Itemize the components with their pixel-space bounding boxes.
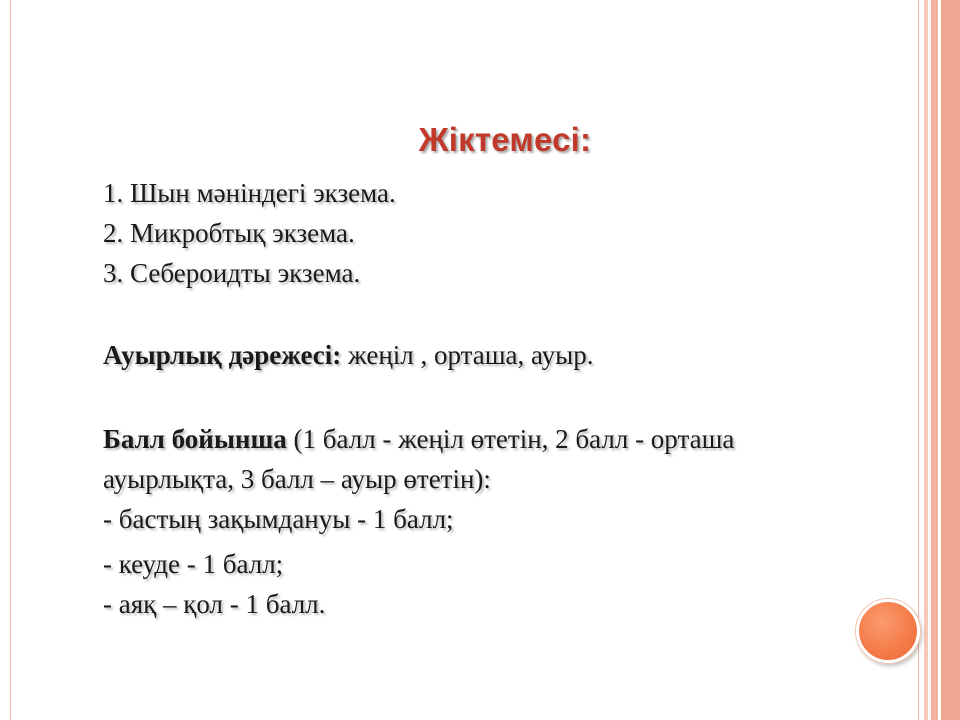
score-items <box>103 544 903 624</box>
score-label: Балл бойынша <box>103 424 287 454</box>
severity-paragraph <box>103 335 903 375</box>
score-item: - бастың зақымдануы - 1 балл; <box>103 504 454 534</box>
list-item: 2. Микробтық экзема. <box>103 218 355 248</box>
left-frame-line <box>10 0 11 720</box>
score-paragraph <box>103 419 903 539</box>
classification-list <box>103 173 903 293</box>
list-item: 1. Шын мәніндегі экзема. <box>103 178 396 208</box>
right-frame-line <box>918 0 919 720</box>
slide-title: Жіктемесі: <box>418 121 592 158</box>
list-item: 3. Себероидты экзема. <box>103 258 361 288</box>
score-text-line1: (1 балл - жеңіл өтетін, 2 балл - орташа <box>286 424 735 454</box>
right-frame-band <box>924 0 960 720</box>
score-text-line2: ауырлықта, 3 балл – ауыр өтетін): <box>103 464 491 494</box>
score-item: - кеуде - 1 балл; <box>103 549 284 579</box>
severity-label: Ауырлық дәрежесі: <box>103 340 342 370</box>
severity-text: жеңіл , орташа, ауыр. <box>341 340 594 370</box>
score-item: - аяқ – қол - 1 балл. <box>103 589 326 619</box>
